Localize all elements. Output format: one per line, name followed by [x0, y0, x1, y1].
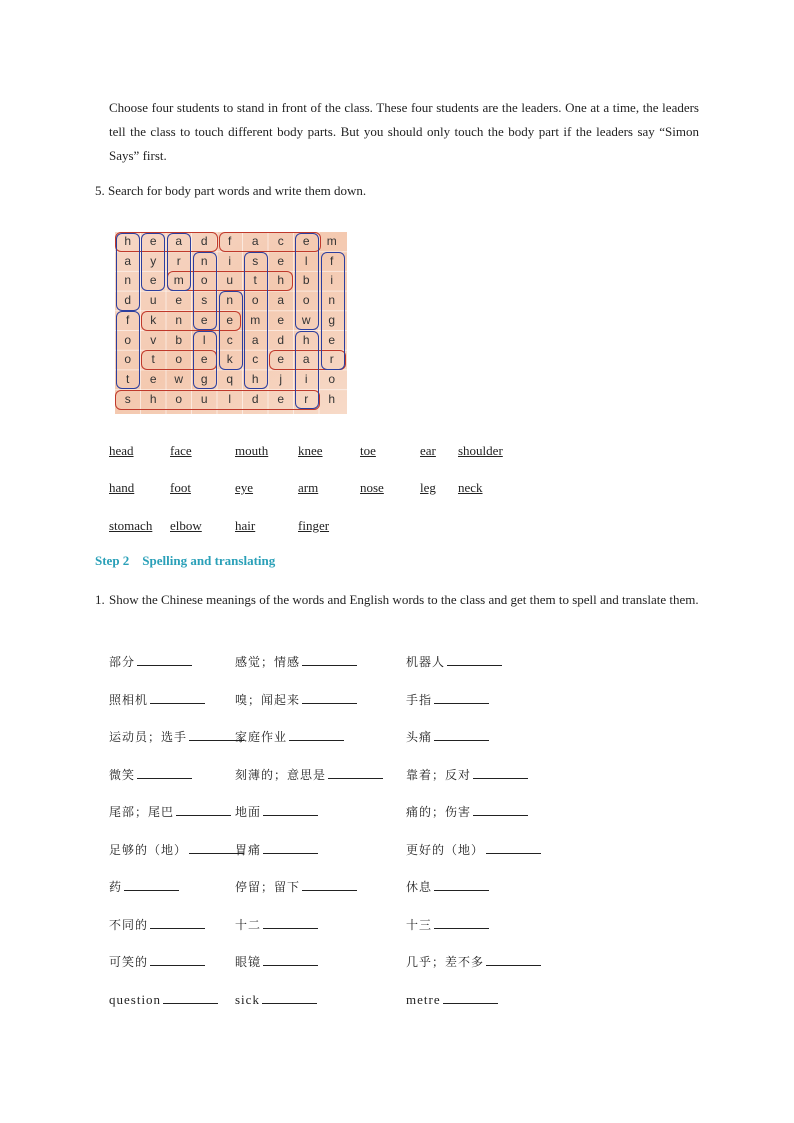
answer-blank[interactable] — [447, 653, 502, 666]
grid-letter: a — [124, 253, 132, 268]
body-part-word: face — [170, 443, 192, 458]
grid-letter: e — [277, 391, 285, 406]
grid-letter: f — [228, 234, 232, 248]
vocab-item — [109, 991, 218, 1008]
grid-letter: o — [251, 293, 259, 308]
grid-letter: f — [330, 253, 334, 268]
grid-letter: q — [226, 371, 234, 386]
grid-letter: h — [124, 234, 132, 248]
grid-letter: s — [124, 391, 131, 406]
answer-blank[interactable] — [443, 991, 498, 1004]
body-part-word: leg — [420, 480, 436, 495]
grid-letter: d — [124, 293, 132, 308]
grid-letter: l — [202, 332, 206, 347]
grid-letter: a — [251, 332, 259, 347]
grid-letter: h — [149, 391, 157, 406]
intro-paragraph: Choose four students to stand in front of the class. These four students are the leaders. One at a time, the leaders tell the class to touch different body parts. But you should only touch the body part if the leaders say “Simon Says” first. — [109, 100, 699, 163]
grid-letter: g — [200, 371, 208, 386]
body-part-word: shoulder — [458, 443, 503, 458]
grid-letter: k — [226, 352, 233, 367]
vocab-prompt: 部分 — [109, 655, 136, 669]
grid-letter: r — [304, 391, 309, 406]
box-eye — [141, 233, 165, 291]
answer-blank[interactable] — [150, 916, 205, 929]
grid-letter: u — [149, 293, 157, 308]
vocab-prompt: 机器人 — [406, 655, 446, 669]
vocab-item — [235, 841, 318, 858]
vocab-item — [406, 953, 541, 970]
grid-letter: h — [277, 273, 285, 288]
grid-letter: h — [328, 391, 336, 406]
grid-letter: e — [200, 352, 208, 367]
grid-letter: n — [226, 293, 234, 308]
grid-letter: f — [126, 312, 130, 327]
exercise-5-prompt: 5. Search for body part words and write them down. — [95, 183, 367, 198]
vocab-prompt: 头痛 — [406, 730, 433, 744]
grid-letter: i — [304, 371, 308, 386]
vocab-prompt: 尾部；尾巴 — [109, 805, 175, 819]
answer-blank[interactable] — [137, 653, 192, 666]
grid-letter: c — [277, 234, 284, 248]
vocab-item — [235, 803, 318, 820]
answer-blank[interactable] — [473, 803, 528, 816]
answer-blank[interactable] — [289, 728, 344, 741]
grid-letter: d — [251, 391, 259, 406]
vocab-prompt: 十二 — [235, 917, 262, 932]
grid-letter: e — [149, 371, 157, 386]
body-part-word: toe — [360, 443, 376, 458]
grid-letter: u — [200, 391, 208, 406]
body-part-word: hand — [109, 480, 135, 495]
vocab-prompt: metre — [406, 991, 441, 1007]
vocab-prompt: 运动员；选手 — [109, 730, 188, 744]
vocab-prompt: 感觉；情感 — [235, 655, 301, 669]
vocab-item — [235, 653, 357, 670]
grid-letter: o — [328, 371, 336, 386]
answer-blank[interactable] — [434, 728, 489, 741]
answer-blank[interactable] — [302, 653, 357, 666]
vocab-prompt: 地面 — [235, 805, 262, 819]
box-foot — [116, 311, 140, 389]
grid-letter: s — [252, 253, 259, 268]
grid-letter: e — [226, 312, 234, 327]
grid-letter: k — [150, 312, 157, 327]
grid-letter: a — [302, 352, 310, 367]
vocab-prompt: 足够的（地） — [109, 842, 188, 857]
answer-blank[interactable] — [434, 691, 489, 704]
grid-letter: h — [302, 332, 310, 347]
body-part-word: finger — [298, 518, 330, 533]
vocab-item — [109, 916, 205, 933]
box-finger — [321, 252, 345, 370]
grid-letter: d — [277, 332, 285, 347]
answer-blank[interactable] — [486, 841, 541, 854]
grid-letter: i — [330, 273, 334, 288]
grid-letter: e — [277, 312, 285, 327]
box-hand — [116, 233, 140, 311]
vocab-prompt: 胃痛 — [235, 842, 262, 857]
grid-letter: l — [228, 391, 232, 406]
vocab-item — [406, 803, 528, 820]
grid-letter: e — [277, 253, 285, 268]
vocab-prompt: 嗅；闻起来 — [235, 692, 301, 707]
vocab-item — [109, 841, 244, 858]
grid-letter: h — [251, 371, 259, 386]
grid-letter: c — [252, 352, 259, 367]
vocab-prompt: 靠着；反对 — [406, 767, 472, 782]
answer-blank[interactable] — [263, 953, 318, 966]
grid-letter: e — [200, 312, 208, 327]
grid-letter: m — [326, 234, 337, 248]
vocab-prompt: 家庭作业 — [235, 730, 288, 744]
body-part-word: hair — [235, 518, 256, 533]
vocab-item — [235, 691, 357, 708]
grid-letter: b — [175, 332, 183, 347]
answer-blank[interactable] — [163, 991, 218, 1004]
vocab-prompt: 微笑 — [109, 767, 136, 782]
grid-letter: e — [149, 234, 157, 248]
grid-letter: w — [174, 371, 184, 386]
answer-blank[interactable] — [434, 878, 489, 891]
answer-blank[interactable] — [328, 766, 383, 779]
grid-letter: d — [200, 234, 208, 248]
vocab-item — [406, 878, 489, 895]
grid-letter: n — [124, 273, 132, 288]
vocab-prompt: question — [109, 991, 162, 1007]
q1-number: 1. — [95, 592, 105, 607]
answer-blank[interactable] — [150, 691, 205, 704]
q1-text: Show the Chinese meanings of the words and English words to the class and get them to spell and translate them. — [109, 592, 699, 607]
box-elbow — [295, 233, 319, 330]
vocab-prompt: 休息 — [406, 880, 433, 894]
vocab-prompt: 药 — [109, 880, 123, 894]
vocab-prompt: 可笑的 — [109, 955, 149, 969]
vocab-item — [109, 878, 179, 895]
step-2-title: Step 2 Spelling and translating — [95, 553, 276, 568]
grid-letter: o — [124, 352, 132, 367]
grid-letter: y — [150, 253, 157, 268]
grid-letter: v — [150, 332, 157, 347]
grid-letter: s — [201, 293, 208, 308]
vocab-prompt: 几乎；差不多 — [406, 955, 485, 969]
vocab-item — [406, 916, 489, 933]
body-part-word: neck — [458, 480, 483, 495]
grid-letter: t — [126, 371, 130, 386]
answer-blank[interactable] — [124, 878, 179, 891]
answer-blank[interactable] — [262, 991, 317, 1004]
grid-letter: e — [328, 332, 336, 347]
grid-letter: n — [175, 312, 183, 327]
grid-letter: a — [251, 234, 259, 248]
grid-letter: e — [175, 293, 183, 308]
answer-blank[interactable] — [263, 803, 318, 816]
grid-letter: l — [304, 253, 308, 268]
box-shoulder — [115, 390, 320, 410]
grid-letter: a — [277, 293, 285, 308]
vocab-item — [109, 953, 205, 970]
vocab-item — [109, 728, 244, 745]
vocab-item — [109, 803, 231, 820]
grid-letter: e — [302, 234, 310, 248]
vocab-prompt: 不同的 — [109, 917, 149, 932]
answer-blank[interactable] — [302, 878, 357, 891]
answer-blank[interactable] — [176, 803, 231, 816]
grid-letter: i — [228, 253, 232, 268]
grid-letter: o — [124, 332, 132, 347]
body-part-word: head — [109, 443, 134, 458]
vocab-item — [235, 916, 318, 933]
grid-letter: r — [329, 352, 334, 367]
grid-letter: u — [226, 273, 234, 288]
body-part-word: eye — [235, 480, 254, 495]
grid-letter: b — [302, 273, 310, 288]
grid-letter: r — [176, 253, 181, 268]
grid-letter: g — [328, 312, 336, 327]
box-leg — [193, 331, 217, 389]
vocab-item — [235, 878, 357, 895]
answer-blank[interactable] — [263, 916, 318, 929]
grid-letter: n — [328, 293, 336, 308]
box-hair — [295, 331, 319, 409]
vocab-item — [406, 728, 489, 745]
body-part-word: arm — [298, 480, 319, 495]
vocab-item — [406, 841, 541, 858]
box-neck — [219, 291, 243, 370]
answer-blank[interactable] — [434, 916, 489, 929]
vocab-item — [235, 766, 383, 783]
grid-letter: w — [301, 312, 311, 327]
vocab-item — [406, 691, 489, 708]
body-part-word: mouth — [235, 443, 269, 458]
grid-letter: o — [175, 391, 183, 406]
vocab-item — [109, 653, 192, 670]
grid-letter: t — [253, 273, 257, 288]
vocab-item — [406, 653, 502, 670]
grid-letter: j — [279, 371, 283, 386]
vocab-item — [109, 691, 205, 708]
grid-letter: e — [277, 352, 285, 367]
vocab-prompt: 手指 — [406, 692, 433, 707]
vocab-prompt: 痛的；伤害 — [406, 805, 472, 819]
body-part-word: elbow — [170, 518, 202, 533]
vocab-item — [235, 953, 318, 970]
vocab-prompt: 照相机 — [109, 692, 149, 707]
body-part-word: ear — [420, 443, 436, 458]
vocab-prompt: sick — [235, 991, 260, 1007]
vocab-item — [406, 991, 498, 1008]
answer-blank[interactable] — [263, 841, 318, 854]
vocab-prompt: 眼镜 — [235, 955, 262, 969]
box-nose — [193, 252, 217, 330]
answer-blank[interactable] — [473, 766, 528, 779]
vocab-item — [406, 766, 528, 783]
grid-letter: o — [175, 352, 183, 367]
grid-letter: o — [302, 293, 310, 308]
grid-letter: o — [200, 273, 208, 288]
vocab-prompt: 停留；留下 — [235, 880, 301, 894]
grid-letter: e — [149, 273, 157, 288]
vocab-prompt: 刻薄的；意思是 — [235, 767, 327, 782]
grid-letter: c — [226, 332, 233, 347]
vocab-item — [109, 766, 192, 783]
answer-blank[interactable] — [486, 953, 541, 966]
grid-letter: t — [151, 352, 155, 367]
vocab-item — [235, 991, 317, 1008]
vocab-item — [235, 728, 344, 745]
vocab-prompt: 更好的（地） — [406, 842, 485, 857]
answer-blank[interactable] — [302, 691, 357, 704]
box-stomach — [244, 252, 268, 389]
box-arm — [167, 233, 191, 291]
body-part-word: knee — [298, 443, 323, 458]
vocab-prompt: 十三 — [406, 917, 433, 932]
body-part-word: nose — [360, 480, 384, 495]
grid-letter: n — [200, 253, 208, 268]
word-search-grid — [115, 232, 347, 414]
body-part-word: stomach — [109, 518, 153, 533]
answer-blank[interactable] — [150, 953, 205, 966]
answer-blank[interactable] — [137, 766, 192, 779]
grid-letter: m — [250, 312, 261, 327]
grid-letter: a — [175, 234, 183, 248]
body-part-word: foot — [170, 480, 191, 495]
grid-letter: m — [173, 273, 184, 288]
